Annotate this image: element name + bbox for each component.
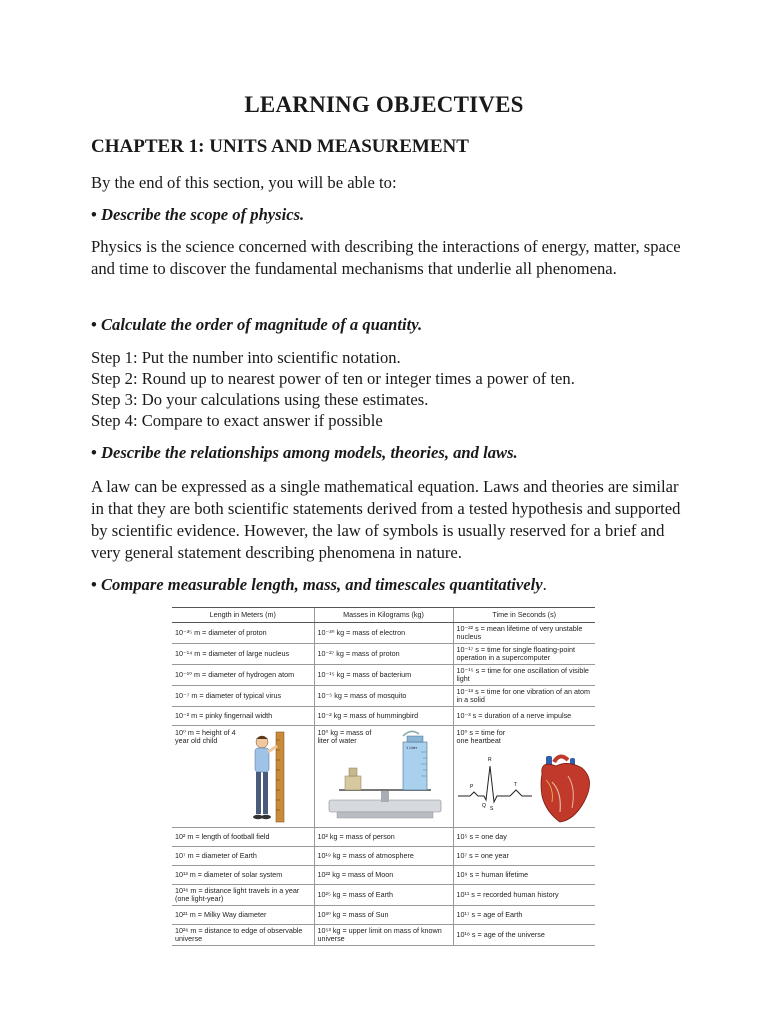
- length-illustration-cell: [172, 726, 314, 828]
- table-header-row: [172, 608, 595, 623]
- objective-trail: .: [542, 575, 547, 594]
- length-cell: 10² m = length of football field: [172, 828, 314, 847]
- beaker-label: 1 Liter: [405, 745, 417, 750]
- length-cell: 10¹³ m = diameter of solar system: [172, 866, 314, 885]
- time-cell: 10⁻²² s = mean lifetime of very unstable nucleus: [453, 623, 595, 644]
- objective-3: [91, 443, 518, 463]
- length-cell: 10²¹ m = Milky Way diameter: [172, 906, 314, 925]
- mass-illustration-cell: [314, 726, 453, 828]
- step-3: Step 3: Do your calculations using these estimates.: [91, 390, 429, 409]
- mass-cell: 10⁻⁵ kg = mass of mosquito: [314, 686, 453, 707]
- time-cell: 10⁷ s = one year: [453, 847, 595, 866]
- physics-paragraph: Physics is the science concerned with describing the interactions of energy, matter, space and time to discover the fundamental mechanisms that underlie all phenomena.: [91, 237, 681, 278]
- time-illustration-cell: [453, 726, 595, 828]
- time-cell: 10⁹ s = human lifetime: [453, 866, 595, 885]
- table-row: [172, 925, 595, 946]
- length-cell: 10⁻¹⁰ m = diameter of hydrogen atom: [172, 665, 314, 686]
- mass-cell: 10⁵³ kg = upper limit on mass of known universe: [314, 925, 453, 946]
- heart-ecg-illustration: [456, 752, 594, 824]
- intro-text: By the end of this section, you will be able to:: [91, 173, 397, 192]
- time-cell: 10⁵ s = one day: [453, 828, 595, 847]
- mass-cell: 10⁻²⁷ kg = mass of proton: [314, 644, 453, 665]
- length-cell: 10⁻³⁵ m = diameter of proton: [172, 623, 314, 644]
- time-cell: 10⁰ s = time for one heartbeat: [456, 728, 506, 745]
- ecg-label-q: Q: [481, 803, 486, 809]
- mass-header: Masses in Kilograms (kg): [314, 608, 453, 623]
- ecg-label-r: R: [487, 757, 492, 763]
- table-row: [172, 665, 595, 686]
- length-cell: 10¹⁶ m = distance light travels in a year (one light-year): [172, 885, 314, 906]
- balance-scale-illustration: [319, 728, 449, 824]
- page-title: LEARNING OBJECTIVES: [244, 92, 524, 117]
- mass-cell: 10³⁰ kg = mass of Sun: [314, 906, 453, 925]
- step-4: Step 4: Compare to exact answer if possible: [91, 411, 383, 430]
- table-row: [172, 686, 595, 707]
- time-cell: 10¹⁸ s = age of the universe: [453, 925, 595, 946]
- mass-cell: 10² kg = mass of person: [314, 828, 453, 847]
- mass-cell: 10⁻³⁰ kg = mass of electron: [314, 623, 453, 644]
- objective-4: [91, 575, 547, 595]
- mass-cell: 10²⁵ kg = mass of Earth: [314, 885, 453, 906]
- table-row: [172, 644, 595, 665]
- time-cell: 10⁻³ s = duration of a nerve impulse: [453, 707, 595, 726]
- table-row: [172, 866, 595, 885]
- bullet-marker: •: [91, 443, 97, 462]
- law-paragraph: A law can be expressed as a single mathematical equation. Laws and theories are similar in that they are both scientific statements derived from a tested hypothesis and supported by scientific evidence. However, the law of symbols is usually reserved for a brief and very general statement describing phenomena in nature.: [91, 477, 681, 562]
- time-header: Time in Seconds (s): [453, 608, 595, 623]
- table-row: [172, 847, 595, 866]
- time-cell: 10¹⁷ s = age of Earth: [453, 906, 595, 925]
- step-1: Step 1: Put the number into scientific notation.: [91, 348, 401, 367]
- length-cell: 10⁻² m = pinky fingernail width: [172, 707, 314, 726]
- mass-cell: 10⁻¹⁵ kg = mass of bacterium: [314, 665, 453, 686]
- chapter-heading: CHAPTER 1: UNITS AND MEASUREMENT: [91, 136, 469, 157]
- time-cell: 10⁻¹⁷ s = time for single floating-point operation in a supercomputer: [453, 644, 595, 665]
- length-cell: 10⁻¹⁴ m = diameter of large nucleus: [172, 644, 314, 665]
- table-row: [172, 707, 595, 726]
- bullet-marker: •: [91, 315, 97, 334]
- table-row: [172, 828, 595, 847]
- bullet-marker: •: [91, 205, 97, 224]
- bullet-marker: •: [91, 575, 97, 594]
- ecg-label-t: T: [513, 782, 517, 788]
- time-cell: 10¹¹ s = recorded human history: [453, 885, 595, 906]
- length-cell: 10⁷ m = diameter of Earth: [172, 847, 314, 866]
- table-row: [172, 906, 595, 925]
- mass-cell: 10⁻² kg = mass of hummingbird: [314, 707, 453, 726]
- magnitude-table: [172, 607, 595, 946]
- mass-cell: 10²² kg = mass of Moon: [314, 866, 453, 885]
- mass-cell: 10¹⁹ kg = mass of atmosphere: [314, 847, 453, 866]
- mass-cell: 10⁰ kg = mass of liter of water: [317, 728, 372, 745]
- time-cell: 10⁻¹³ s = time for one vibration of an atom in a solid: [453, 686, 595, 707]
- length-cell: 10⁻⁷ m = diameter of typical virus: [172, 686, 314, 707]
- objective-heading: Calculate the order of magnitude of a quantity.: [100, 315, 423, 334]
- length-cell: 10²⁶ m = distance to edge of observable universe: [172, 925, 314, 946]
- table-row: [172, 623, 595, 644]
- time-cell: 10⁻¹⁵ s = time for one oscillation of visible light: [453, 665, 595, 686]
- length-cell: 10⁰ m = height of 4 year old child: [175, 728, 236, 745]
- table-row: [172, 885, 595, 906]
- child-ruler-illustration: [242, 730, 294, 824]
- objective-1: [91, 205, 304, 225]
- table-row-illustrations: [172, 726, 595, 828]
- objective-2: [91, 315, 422, 335]
- ecg-label-s: S: [489, 806, 493, 812]
- ecg-label-p: P: [469, 784, 473, 790]
- step-2: Step 2: Round up to nearest power of ten or integer times a power of ten.: [91, 369, 575, 388]
- objective-heading: Describe the scope of physics.: [100, 205, 305, 224]
- objective-heading: Describe the relationships among models, theories, and laws.: [100, 443, 518, 462]
- objective-heading: Compare measurable length, mass, and timescales quantitatively: [100, 575, 543, 594]
- length-header: Length in Meters (m): [172, 608, 314, 623]
